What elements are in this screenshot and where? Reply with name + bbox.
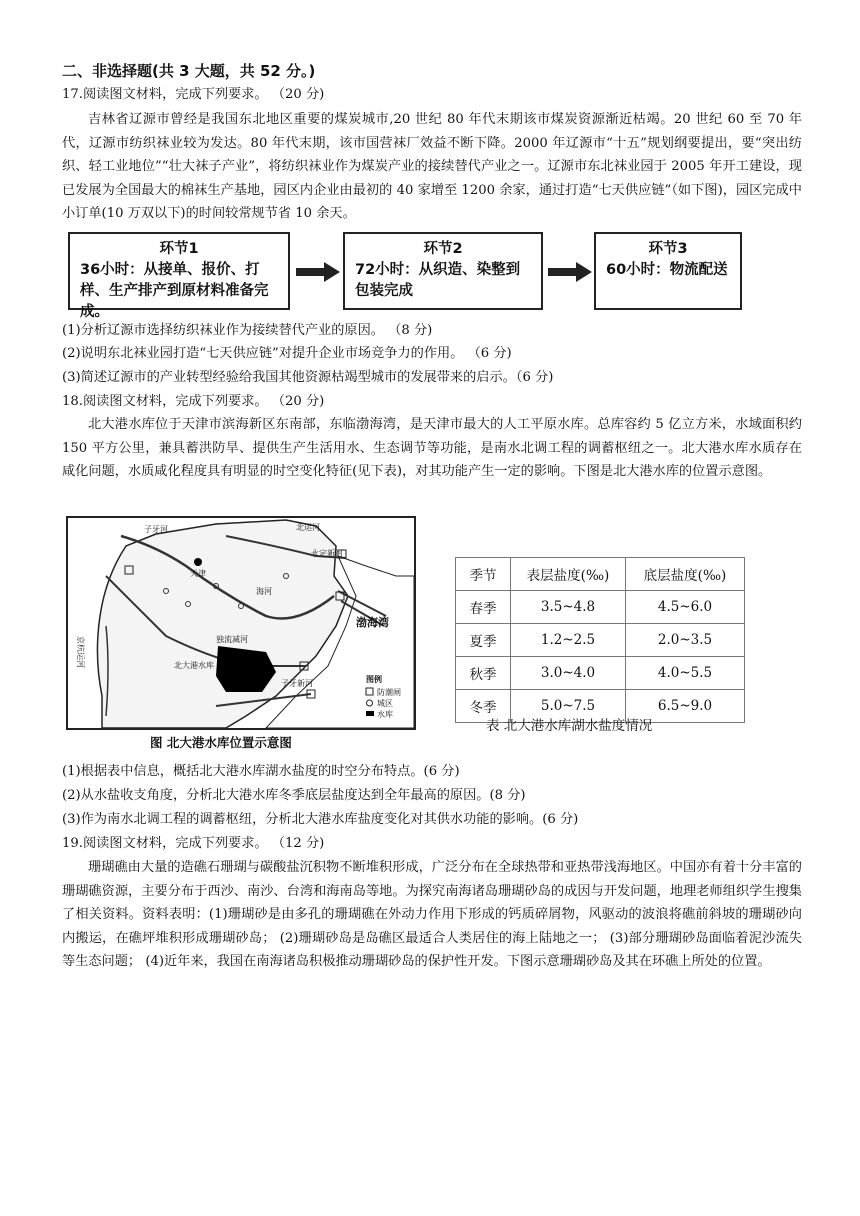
q18-question-3: (3)作为南水北调工程的调蓄枢纽，分析北大港水库盐度变化对其供水功能的影响。(6 分) [62, 812, 579, 827]
cell-bottom: 2.0~3.5 [626, 624, 745, 657]
table-header-row [456, 558, 745, 591]
label-beijiangyunhe: 北运河 [296, 523, 320, 532]
table-row [456, 624, 745, 657]
legend-title: 图例 [366, 674, 382, 684]
q19-heading: 19.阅读图文材料，完成下列要求。 （12 分) [62, 836, 325, 851]
flow-step-2-title: 环节2 [423, 241, 463, 257]
label-haihe: 海河 [256, 587, 272, 596]
tianjin-city-marker [194, 558, 202, 566]
label-reservoir: 北大港水库 [174, 661, 214, 670]
flow-step-1 [68, 232, 290, 320]
cell-bottom: 6.5~9.0 [626, 690, 745, 723]
q17-heading: 17.阅读图文材料，完成下列要求。 （20 分) [62, 87, 325, 102]
label-tianjin: 天津 [190, 569, 206, 578]
salinity-table [455, 557, 745, 723]
header-season: 季节 [456, 558, 511, 591]
flow-step-3-title: 环节3 [648, 241, 688, 257]
flow-step-2 [343, 232, 543, 310]
flow-step-3 [594, 232, 742, 310]
flow-step-3-body: 60小时：物流配送 [606, 262, 728, 278]
label-ziyahe: 子牙河 [144, 525, 168, 534]
cell-surface: 5.0~7.5 [511, 690, 626, 723]
cell-surface: 3.5~4.8 [511, 591, 626, 624]
table-row [456, 657, 745, 690]
reservoir-icon [366, 711, 374, 716]
q17-question-2: (2)说明东北袜业园打造“七天供应链”对提升企业市场竞争力的作用。 （6 分) [62, 346, 512, 361]
flow-step-1-title: 环节1 [159, 241, 199, 257]
q17-paragraph: 吉林省辽源市曾经是我国东北地区重要的煤炭城市,20 世纪 80 年代末期该市煤炭资源渐近枯竭。20 世纪 60 至 70 年代，辽源市纺织袜业较为发达。80 年代末期，该市国营袜厂效益不断下降。2000 年辽源市“十五”规划纲要提出，要“突出纺织、轻工业地位”“壮大袜子产业”，将纺织袜业作为煤炭产业的接续替代产业之一。辽源市东北袜业园于 2005 年开工建设，现已发展为全国最大的棉袜生产基地，园区内企业由最初的 40 家增至 1200 余家，通过打造“七天供应链”（如下图)，园区完成中小订单(10 万双以下)的时间较常规节省 10 余天。 [62, 112, 802, 221]
cell-season: 秋季 [456, 657, 511, 690]
cell-season: 夏季 [456, 624, 511, 657]
label-ziyaxinhe: 子牙新河 [281, 679, 313, 688]
legend-reservoir: 水库 [377, 710, 393, 719]
q18-paragraph: 北大港水库位于天津市滨海新区东南部，东临渤海湾，是天津市最大的人工平原水库。总库容约 5 亿立方米，水域面积约 150 平方公里，兼具蓄洪防旱、提供生产生活用水、生态调节等功能，是南水北调工程的调蓄枢纽之一。北大港水库水质存在咸化问题，水质咸化程度具有明显的时空变化特征(见下表)，对其功能产生一定的影响。下图是北大港水库的位置示意图。 [62, 417, 802, 479]
cell-season: 春季 [456, 591, 511, 624]
q18-question-1: (1)根据表中信息，概括北大港水库湖水盐度的时空分布特点。(6 分) [62, 764, 460, 779]
q18-heading: 18.阅读图文材料，完成下列要求。 （20 分) [62, 394, 325, 409]
legend-gate: 防潮闸 [377, 688, 401, 697]
label-duliujian: 独流减河 [216, 635, 248, 644]
flow-step-2-body: 72小时：从织造、染整到包装完成 [355, 262, 521, 299]
cell-bottom: 4.5~6.0 [626, 591, 745, 624]
flow-arrow-1 [296, 262, 340, 282]
flow-step-1-body: 36小时：从接单、报价、打样、生产排产到原材料准备完成。 [80, 262, 269, 320]
legend-town: 城区 [377, 699, 393, 708]
label-yongdingxinhe: 永定新河 [311, 549, 343, 558]
q17-question-3: (3)简述辽源市的产业转型经验给我国其他资源枯竭型城市的发展带来的启示。（6 分) [62, 370, 554, 385]
cell-season: 冬季 [456, 690, 511, 723]
cell-bottom: 4.0~5.5 [626, 657, 745, 690]
map-caption: 图 北大港水库位置示意图 [150, 735, 292, 750]
q19-paragraph: 珊瑚礁由大量的造礁石珊瑚与碳酸盐沉积物不断堆积形成，广泛分布在全球热带和亚热带浅海地区。中国亦有着十分丰富的珊瑚礁资源，主要分布于西沙、南沙、台湾和海南岛等地。为探究南海诸岛珊瑚砂岛的成因与开发问题，地理老师组织学生搜集了相关资料。资料表明：(1)珊瑚砂是由多孔的珊瑚礁在外动力作用下形成的钙质碎屑物，风驱动的波浪将礁前斜坡的珊瑚砂向内搬运，在礁坪堆积形成珊瑚砂岛； (2)珊瑚砂岛是岛礁区最适合人类居住的海上陆地之一； (3)部分珊瑚砂岛面临着泥沙流失等生态问题； (4)近年来，我国在南海诸岛积极推动珊瑚砂岛的保护性开发。下图示意珊瑚砂岛及其在环礁上所处的位置。 [62, 860, 802, 969]
cell-surface: 3.0~4.0 [511, 657, 626, 690]
table-caption: 表 北大港水库湖水盐度情况 [486, 718, 653, 734]
label-bohai: 渤海湾 [356, 616, 389, 629]
section-title: 二、非选择题(共 3 大题，共 52 分。) [62, 62, 316, 80]
reservoir-location-map [66, 516, 416, 730]
q18-question-2: (2)从水盐收支角度，分析北大港水库冬季底层盐度达到全年最高的原因。(8 分) [62, 788, 526, 803]
table-row [456, 591, 745, 624]
header-surface: 表层盐度(‰) [511, 558, 626, 591]
flow-arrow-2 [548, 262, 592, 282]
label-jinghangyunhe: 京杭运河 [76, 636, 85, 668]
header-bottom: 底层盐度(‰) [626, 558, 745, 591]
cell-surface: 1.2~2.5 [511, 624, 626, 657]
q17-question-1: (1)分析辽源市选择纺织袜业作为接续替代产业的原因。 （8 分) [62, 323, 433, 338]
